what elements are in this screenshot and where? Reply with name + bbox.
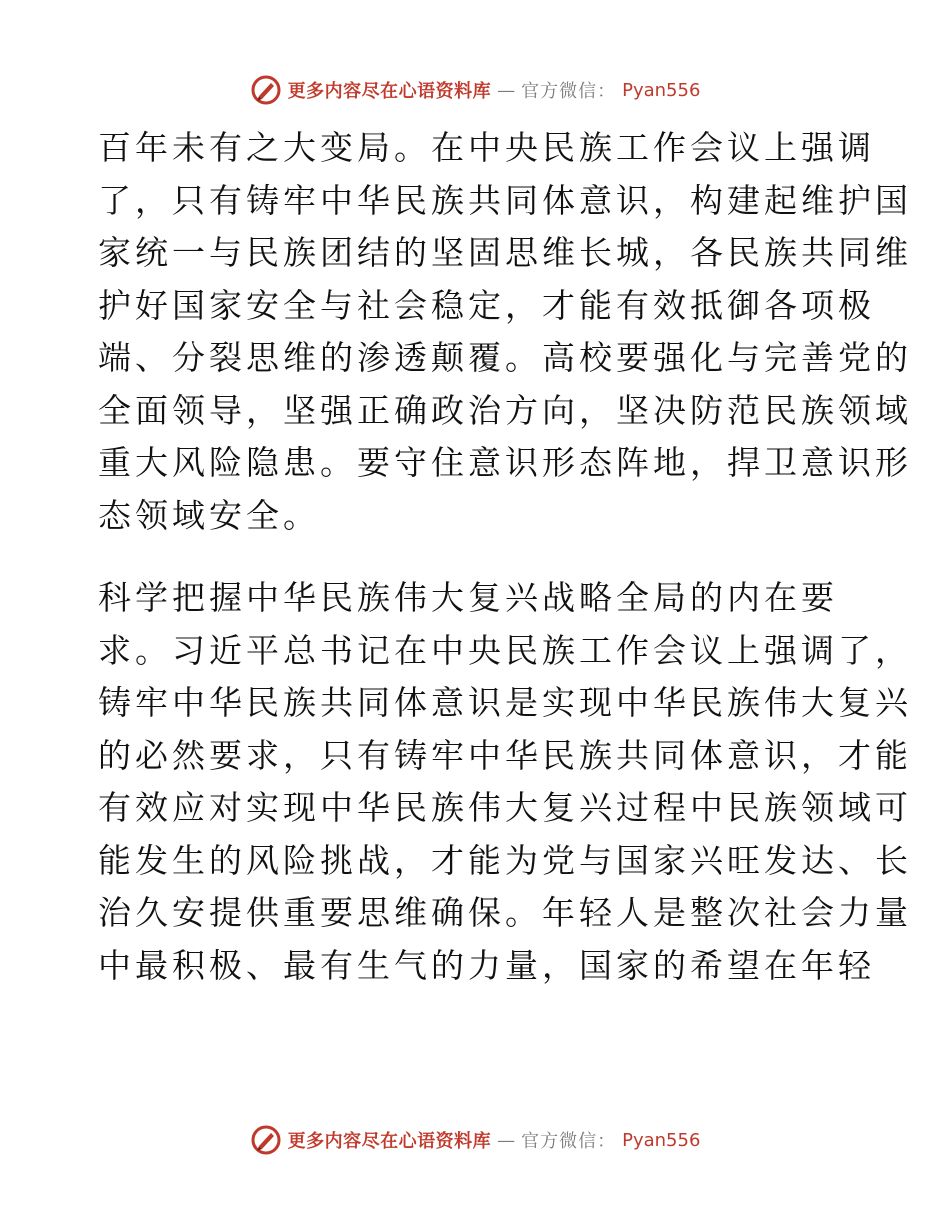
text-line: 能发生的风险挑战，才能为党与国家兴旺发达、长	[98, 840, 912, 880]
header-banner	[0, 70, 950, 110]
text-line: 端、分裂思维的渗透颠覆。高校要强化与完善党的	[98, 338, 912, 377]
text-line: 有效应对实现中华民族伟大复兴过程中民族领域可	[98, 788, 912, 827]
paragraph-1	[98, 122, 912, 542]
header-brand-text: 更多内容尽在心语资料库	[287, 81, 492, 102]
text-line: 铸牢中华民族共同体意识是实现中华民族伟大复兴	[98, 683, 912, 722]
text-line: 求。习近平总书记在中央民族工作会议上强调了，	[98, 630, 912, 670]
header-wechat-id: Pyan556	[622, 79, 701, 101]
pen-logo-icon	[250, 74, 282, 106]
header-official-label: 官方微信：	[521, 81, 617, 102]
text-line: 护好国家安全与社会稳定，才能有效抵御各项极	[98, 285, 875, 325]
text-line: 的必然要求，只有铸牢中华民族共同体意识，才能	[98, 735, 912, 775]
document-body	[98, 122, 912, 992]
text-line: 科学把握中华民族伟大复兴战略全局的内在要	[98, 578, 838, 617]
footer-official-label: 官方微信：	[521, 1131, 617, 1152]
paragraph-2	[98, 572, 912, 992]
footer-separator: —	[497, 1129, 516, 1151]
text-line: 家统一与民族团结的坚固思维长城，各民族共同维	[98, 233, 912, 272]
footer-banner-content	[250, 1124, 701, 1156]
text-line: 治久安提供重要思维确保。年轻人是整次社会力量	[98, 893, 912, 932]
footer-banner	[0, 1120, 950, 1160]
text-line: 态领域安全。	[98, 495, 320, 535]
text-line: 重大风险隐患。要守住意识形态阵地，捍卫意识形	[98, 443, 912, 482]
header-separator: —	[497, 79, 516, 101]
text-line: 了，只有铸牢中华民族共同体意识，构建起维护国	[98, 180, 912, 220]
text-line: 全面领导，坚强正确政治方向，坚决防范民族领域	[98, 390, 912, 430]
text-line: 百年未有之大变局。在中央民族工作会议上强调	[98, 128, 875, 167]
footer-brand-text: 更多内容尽在心语资料库	[287, 1131, 492, 1152]
pen-logo-icon	[250, 1124, 282, 1156]
header-banner-content	[250, 74, 701, 106]
text-line: 中最积极、最有生气的力量，国家的希望在年轻	[98, 945, 875, 985]
footer-wechat-id: Pyan556	[622, 1129, 701, 1151]
